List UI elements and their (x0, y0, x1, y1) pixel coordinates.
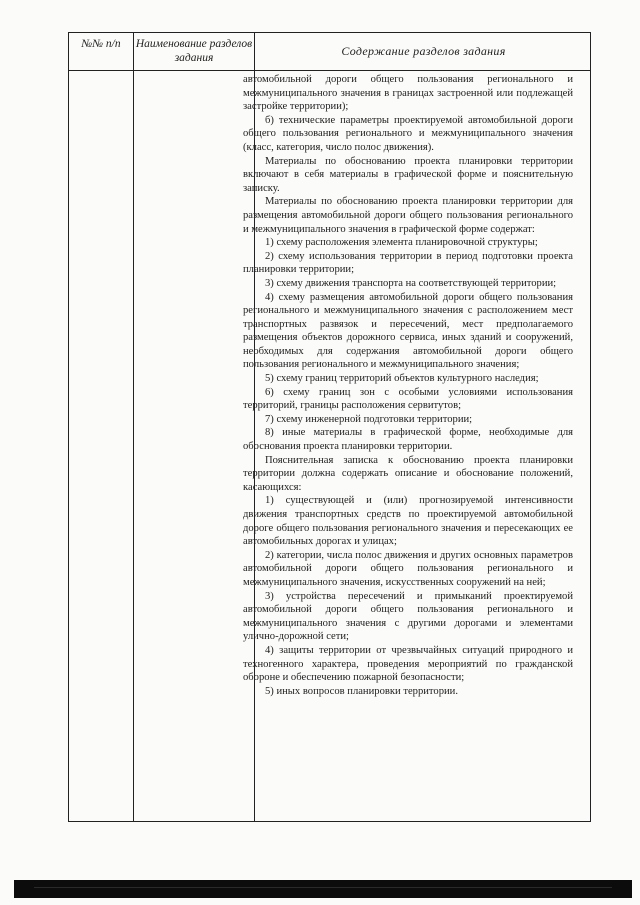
paragraph: Материалы по обоснованию проекта планировки территории для размещения автомобильной дороги общего пользования регионального и межмуниципального значения в графической форме содержат: (243, 196, 573, 235)
header-section-content: Содержание разделов задания (341, 44, 506, 58)
list-item: 3) схему движения транспорта на соответствующей территории; (265, 277, 557, 289)
list-item: 6) схему границ зон с особыми условиями использования территорий, границы расположения сервитутов; (243, 386, 573, 412)
list-item: 1) схему расположения элемента планировочной структуры; (265, 237, 538, 249)
header-rule (69, 70, 590, 71)
list-item: 4) схему размещения автомобильной дороги общего пользования регионального и межмуниципального значения с расположением мест транспортных развязок и пересечений, мест предполагаемого размещения объектов дорожного сервиса, иных зданий и сооружений, необходимых для содержания автомобильной дороги общего пользования регионального и межмуниципального значения; (243, 291, 573, 371)
list-item: 2) категории, числа полос движения и других основных параметров автомобильной дороги общего пользования регионального и межмуниципального значения, искусственных сооружений на ней; (243, 549, 573, 588)
list-item: 5) иных вопросов планировки территории. (265, 685, 458, 697)
paragraph: Пояснительная записка к обоснованию проекта планировки территории должна содержать описание и обоснование положений, касающихся: (243, 454, 573, 493)
paragraph: Материалы по обоснованию проекта планировки территории включают в себя материалы в графической форме и пояснительную записку. (243, 155, 573, 194)
list-item: 3) устройства пересечений и примыканий проектируемой автомобильной дороги общего пользования регионального и межмуниципального значения с другими дорогами и элементами улично-дорожной сети; (243, 590, 573, 643)
list-item: 4) защиты территории от чрезвычайных ситуаций природного и техногенного характера, проведения мероприятий по гражданской обороне и обеспечению пожарной безопасности; (243, 644, 573, 684)
list-item: 1) существующей и (или) прогнозируемой интенсивности движения транспортных средств по проектируемой автомобильной дороге общего пользования регионального значения и пересекающих ее автомобильных дорогах и улицах; (243, 495, 573, 548)
list-item: 2) схему использования территории в период подготовки проекта планировки территории; (243, 250, 573, 276)
header-number: №№ п/п (81, 38, 121, 50)
paragraph: автомобильной дороги общего пользования регионального и межмуниципального значения в границах застроенной или подлежащей застройке территории); (243, 74, 573, 113)
paragraph: б) технические параметры проектируемой автомобильной дороги общего пользования регионального и межмуниципального значения (класс, категория, число полос движения). (243, 114, 573, 153)
list-item: 7) схему инженерной подготовки территории; (265, 413, 473, 425)
list-item: 5) схему границ территорий объектов культурного наследия; (265, 373, 539, 385)
scan-edge-bar (14, 880, 632, 898)
content-cell (243, 73, 573, 698)
list-item: 8) иные материалы в графической форме, необходимые для обоснования проекта планировки территории. (243, 427, 573, 453)
column-divider-number (133, 33, 134, 821)
header-section-name: Наименование разделов задания (135, 38, 253, 64)
task-sections-table (68, 32, 591, 822)
